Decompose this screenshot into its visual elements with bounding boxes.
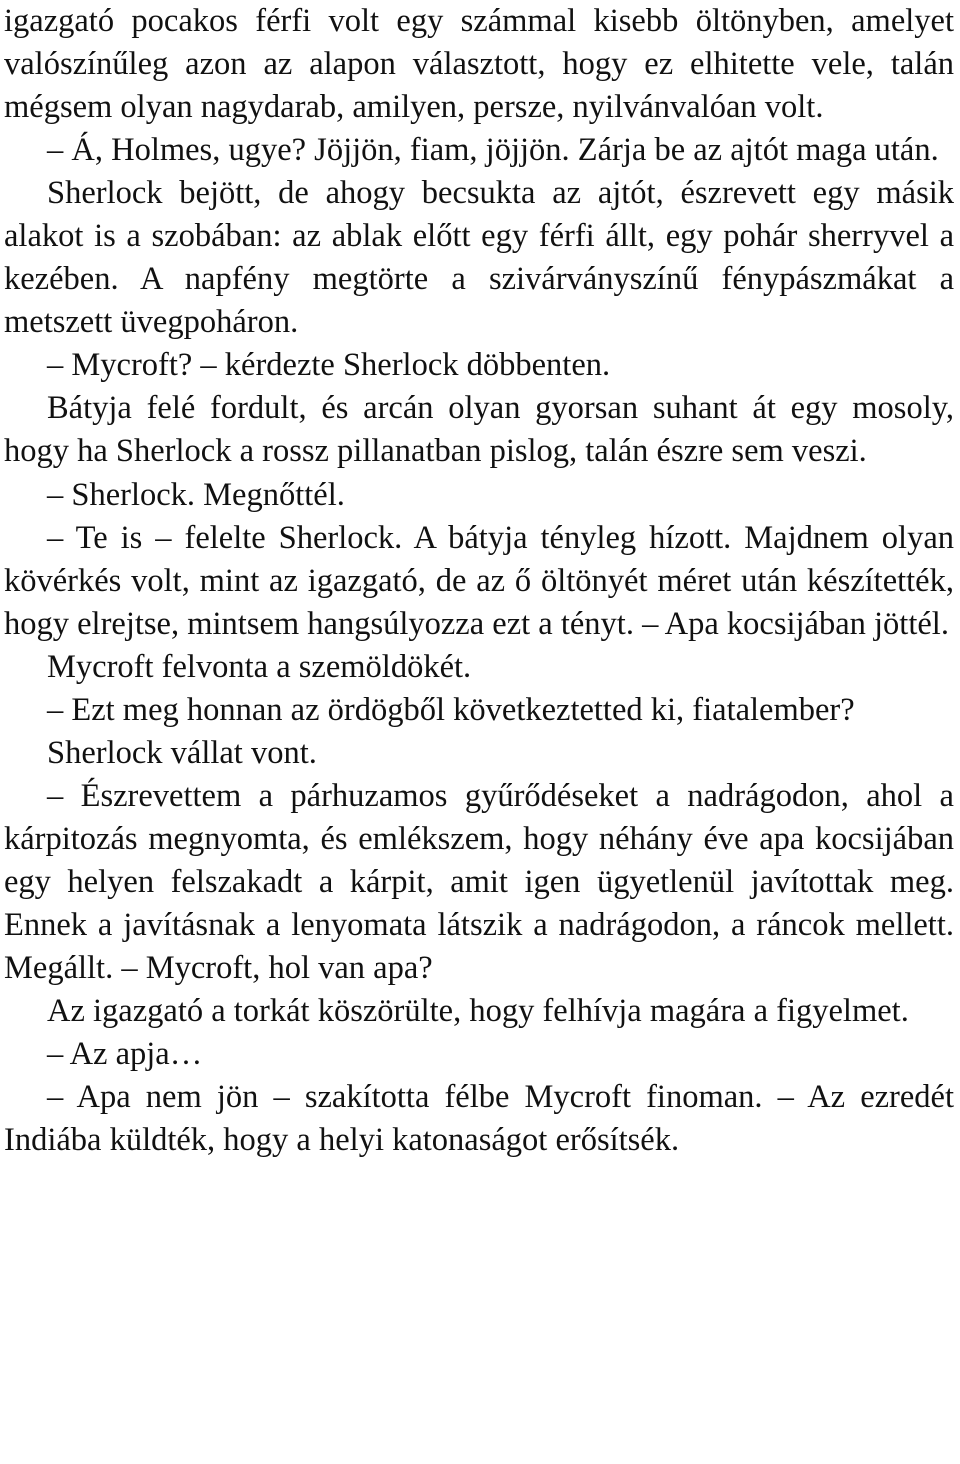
document-page — [4, 0, 954, 1162]
paragraph-4: – Mycroft? – kérdezte Sherlock döbbenten. — [47, 347, 611, 384]
paragraph-13: – Az apja… — [47, 1036, 203, 1073]
paragraph-11: – Észrevettem a párhuzamos gyűrődéseket a nadrágodon, ahol a kárpitozás megnyomta, és emlékszem, hogy néhány éve apa kocsijában egy helyen felszakadt a kárpit, amit igen ügyetlenül javítottak meg. Ennek a javításnak a lenyomata látszik a nadrágodon, a ráncok mellett. Megállt. – Mycroft, hol van apa? — [4, 777, 954, 987]
paragraph-10: Sherlock vállat vont. — [47, 734, 317, 771]
paragraph-1: igazgató pocakos férfi volt egy számmal kisebb öltönyben, amelyet valószínűleg azon az alapon választott, hogy ez elhitette vele, talán mégsem olyan nagydarab, amilyen, persze, nyilvánvalóan volt. — [4, 3, 954, 126]
paragraph-5: Bátyja felé fordult, és arcán olyan gyorsan suhant át egy mosoly, hogy ha Sherlock a rossz pillanatban pislog, talán észre sem veszi. — [4, 390, 954, 470]
paragraph-3: Sherlock bejött, de ahogy becsukta az ajtót, észrevett egy másik alakot is a szobában: az ablak előtt egy férfi állt, egy pohár sherryvel a kezében. A napfény megtörte a szivárványszínű fénypászmákat a metszett üvegpoháron. — [4, 175, 954, 341]
paragraph-7: – Te is – felelte Sherlock. A bátyja tényleg hízott. Majdnem olyan kövérkés volt, mint az igazgató, de az ő öltönyét méret után készítették, hogy elrejtse, mintsem hangsúlyozza ezt a tényt. – Apa kocsijában jöttél. — [4, 519, 954, 642]
paragraph-6: – Sherlock. Megnőttél. — [47, 476, 345, 513]
paragraph-12: Az igazgató a torkát köszörülte, hogy felhívja magára a figyelmet. — [47, 993, 909, 1030]
paragraph-14: – Apa nem jön – szakította félbe Mycroft finoman. – Az ezredét Indiába küldték, hogy a helyi katonaságot erősítsék. — [4, 1079, 954, 1159]
paragraph-2: – Á, Holmes, ugye? Jöjjön, fiam, jöjjön. Zárja be az ajtót maga után. — [47, 132, 939, 169]
paragraph-9: – Ezt meg honnan az ördögből következtetted ki, fiatalember? — [47, 691, 855, 728]
paragraph-8: Mycroft felvonta a szemöldökét. — [47, 648, 472, 685]
